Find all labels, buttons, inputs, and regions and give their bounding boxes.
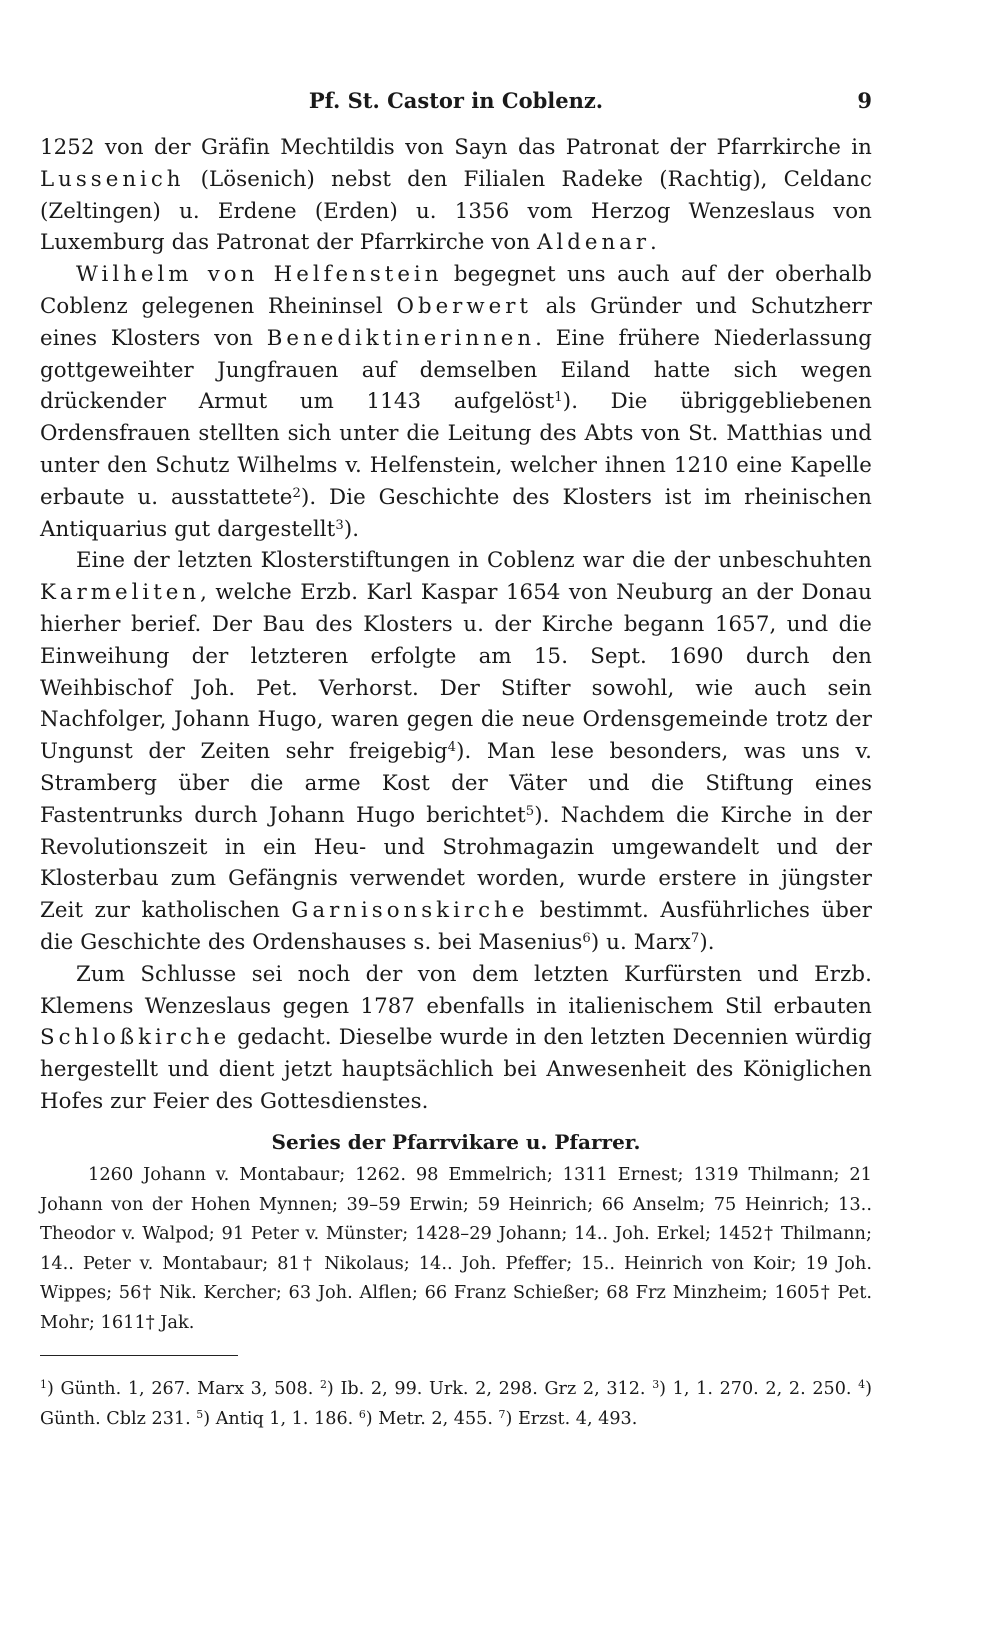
footnote-ref: 5 (525, 803, 535, 819)
footnote-text: ) Günth. Cblz 231. (40, 1379, 872, 1429)
footnote-text: ) Ib. 2, 99. Urk. 2, 298. Grz 2, 312. (326, 1379, 653, 1399)
footnote-ref: 4 (447, 739, 457, 755)
paragraph-3 (40, 545, 872, 958)
emphasized-place: Lussenich (40, 166, 185, 192)
footnote-marker: 5 (196, 1408, 204, 1421)
text-run: ) u. Marx (590, 929, 691, 955)
emphasized-place: Aldenar (537, 230, 651, 256)
text-run: Zum Schlusse sei noch der von dem letzten Kurfürsten und Erzb. Klemens Wenzeslaus gegen 1787 ebenfalls in italienischem Stil erbauten (40, 961, 872, 1019)
paragraph-4 (40, 959, 872, 1118)
text-run: gedacht. Dieselbe wurde in den letzten Decennien würdig hergestellt und dient jetzt hauptsächlich bei Anwesenheit des Königlichen Hofes zur Feier des Gottesdienstes. (40, 1025, 872, 1114)
emphasized-order: Benediktinerinnen (266, 325, 536, 351)
emphasized-name: Wilhelm von Helfenstein (76, 262, 443, 288)
footnote-marker: 4 (858, 1378, 866, 1391)
text-run: ). (343, 516, 360, 542)
emphasized-place: Oberwert (396, 293, 532, 319)
footnote-text: ) Antiq 1, 1. 186. (203, 1409, 359, 1429)
series-heading: Series der Pfarrvikare u. Pfarrer. (271, 1130, 641, 1154)
footnote-marker: 3 (652, 1378, 660, 1391)
footnote-text: ) 1, 1. 270. 2, 2. 250. (659, 1379, 859, 1399)
text-run: 1252 von der Gräfin Mechtildis von Sayn das Patronat der Pfarrkirche in (40, 135, 872, 160)
text-run: ). Die Geschichte des Klosters ist im rheinischen Antiquarius gut dargestellt (40, 484, 872, 542)
footnote-marker: 1 (40, 1378, 47, 1391)
footnote-marker: 2 (319, 1378, 327, 1391)
page-number: 9 (857, 88, 872, 113)
text-run: (Lösenich) nebst den Filialen Radeke (Rachtig), Celdanc (Zeltingen) u. Erdene (Erden) u. 1356 vom Herzog Wenzeslaus von Luxemburg das Patronat der Pfarrkirche von (40, 166, 872, 256)
footnote-text: ) Günth. 1, 267. Marx 3, 508. (46, 1379, 320, 1399)
footnote-ref: 3 (335, 517, 344, 533)
footnotes (40, 1374, 872, 1434)
footnote-marker: 7 (498, 1408, 506, 1421)
footnote-divider (40, 1355, 238, 1356)
page-header (40, 86, 872, 116)
footnote-marker: 6 (358, 1408, 366, 1421)
series-list: 1260 Johann v. Montabaur; 1262. 98 Emmelrich; 1311 Ernest; 1319 Thilmann; 21 Johann von der Hohen Mynnen; 39–59 Erwin; 59 Heinrich; 66 Anselm; 75 Heinrich; 13.. Theodor v. Walpod; 91 Peter v. Münster; 1428–29 Johann; 14.. Joh. Erkel; 1452† Thilmann; 14.. Peter v. Montabaur; 81† Nikolaus; 14.. Joh. Pfeffer; 15.. Heinrich von Koir; 19 Joh. Wippes; 56† Nik. Kercher; 63 Joh. Alflen; 66 Franz Schießer; 68 Frz Minzheim; 1605† Pet. Mohr; 1611† Jak. (40, 1164, 872, 1333)
emphasized-church: Garnisonskirche (291, 898, 529, 924)
footnote-text: ) Erzst. 4, 493. (505, 1409, 638, 1429)
text-run: begegnet uns auch auf der oberhalb Coblenz gelegenen Rheininsel (40, 262, 872, 319)
emphasized-order: Karmeliten (40, 580, 201, 606)
footnote-text: ) Metr. 2, 455. (365, 1409, 499, 1429)
text-run: bestimmt. Ausführliches über die Geschichte des Ordenshauses s. bei Masenius (40, 898, 872, 955)
footnote-ref: 2 (292, 485, 301, 501)
text-run: , welche Erzb. Karl Kaspar 1654 von Neuburg an der Donau hierher berief. Der Bau des Klosters u. der Kirche begann 1657, und die Einweihung der letzteren erfolgte am 15. Sept. 1690 durch den Weihbischof Joh. Pet. Verhorst. Der Stifter sowohl, wie auch sein Nachfolger, Johann Hugo, waren gegen die neue Ordensgemeinde trotz der Ungunst der Zeiten sehr freigebig (40, 580, 872, 765)
text-run: . (650, 230, 657, 256)
text-run: ). (699, 929, 715, 955)
text-run: ). Man lese besonders, was uns v. Stramberg über die arme Kost der Väter und die Stiftung eines Fastentrunks durch Johann Hugo berichtet (40, 739, 872, 828)
paragraph-2 (40, 259, 872, 545)
paragraph-1 (40, 132, 872, 259)
emphasized-church: Schloßkirche (40, 1025, 231, 1051)
footnote-ref: 7 (690, 930, 700, 946)
text-run: als Gründer und Schutzherr eines Klosters von (40, 293, 872, 351)
footnote-ref: 6 (582, 930, 591, 946)
text-run: . Eine frühere Niederlassung gottgeweihter Jungfrauen auf demselben Eiland hatte sich wegen drückender Armut um 1143 aufgelöst (40, 325, 873, 415)
text-run: ). Nachdem die Kirche in der Revolutionszeit in ein Heu- und Strohmagazin umgewandelt und der Klosterbau zum Gefängnis verwendet worden, wurde erstere in jüngster Zeit zur katholischen (40, 802, 872, 924)
body-text (40, 132, 872, 1118)
text-run: Eine der letzten Klosterstiftungen in Coblenz war die der unbeschuhten (76, 548, 872, 574)
text-run: ). Die übriggebliebenen Ordensfrauen stellten sich unter die Leitung des Abts von St. Matthias und unter den Schutz Wilhelms v. Helfenstein, welcher ihnen 1210 eine Kapelle erbaute u. ausstattete (40, 389, 873, 510)
footnote-ref: 1 (554, 390, 563, 406)
running-title: Pf. St. Castor in Coblenz. (308, 88, 604, 113)
